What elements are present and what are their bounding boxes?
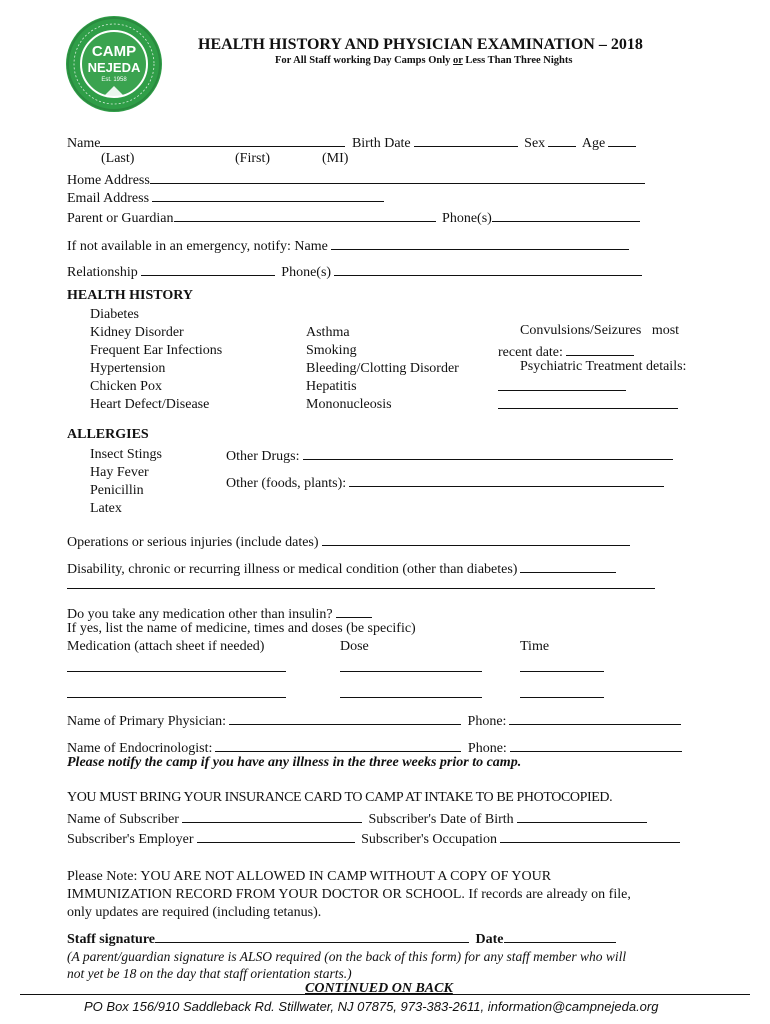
- emergency-field[interactable]: [331, 236, 629, 250]
- page-title: HEALTH HISTORY AND PHYSICIAN EXAMINATION – 2018: [198, 36, 643, 53]
- note-line-2: IMMUNIZATION RECORD FROM YOUR DOCTOR OR SCHOOL. If records are already on file,: [67, 887, 631, 902]
- signature-row: [67, 929, 619, 947]
- subscriber-employer-field[interactable]: [197, 829, 355, 843]
- dose-field-2[interactable]: [340, 684, 482, 702]
- medication-field-1[interactable]: [67, 658, 286, 676]
- psychiatric-checkbox[interactable]: Psychiatric Treatment details:: [520, 359, 687, 374]
- disability-label: Disability, chronic or recurring illness or medical condition (other than diabetes): [67, 562, 518, 577]
- logo-est: Est. 1958: [101, 77, 127, 83]
- other-drugs-field[interactable]: [303, 446, 673, 460]
- logo-name-camp: CAMP: [91, 43, 137, 60]
- condition-checkbox[interactable]: Hepatitis: [306, 379, 357, 394]
- condition-checkbox[interactable]: Hypertension: [90, 361, 166, 376]
- parent-note-line-1: (A parent/guardian signature is ALSO required (on the back of this form) for any staff member who will: [67, 949, 627, 964]
- primary-physician-row: [67, 711, 684, 729]
- allergy-checkbox[interactable]: Latex: [90, 501, 122, 516]
- name-first-caption: (First): [235, 151, 270, 166]
- condition-checkbox[interactable]: Diabetes: [90, 307, 139, 322]
- footer-divider: [20, 994, 750, 995]
- camp-nejeda-logo: [66, 16, 162, 112]
- subscriber-occupation-label: Subscriber's Occupation: [361, 832, 497, 847]
- primary-physician-label: Name of Primary Physician:: [67, 714, 227, 729]
- email-row: [67, 188, 387, 206]
- age-field[interactable]: [608, 133, 636, 147]
- name-field[interactable]: [100, 133, 345, 147]
- health-history-col1: [90, 306, 222, 414]
- guardian-label: Parent or Guardian: [67, 211, 174, 226]
- condition-checkbox[interactable]: Mononucleosis: [306, 397, 392, 412]
- relationship-phone-field[interactable]: [334, 262, 642, 276]
- health-history-col2: [306, 324, 459, 414]
- other-drugs-row: [226, 446, 676, 464]
- footer-address: PO Box 156/910 Saddleback Rd. Stillwater, NJ 07875, 973-383-2611, information@campnejeda.org: [84, 999, 659, 1014]
- primary-physician-phone-label: Phone:: [467, 714, 507, 729]
- subscriber-name-label: Name of Subscriber: [67, 812, 179, 827]
- most-label: most: [651, 323, 680, 338]
- allergy-checkbox[interactable]: Penicillin: [90, 483, 144, 498]
- condition-checkbox[interactable]: Frequent Ear Infections: [90, 343, 223, 358]
- home-address-row: [67, 170, 648, 188]
- psychiatric-details-field-2[interactable]: [498, 395, 678, 413]
- emergency-label: If not available in an emergency, notify: Name: [67, 239, 328, 254]
- health-history-heading: HEALTH HISTORY: [67, 288, 193, 303]
- name-label: Name: [67, 136, 101, 151]
- subscriber-name-field[interactable]: [182, 809, 362, 823]
- other-foods-field[interactable]: [349, 473, 664, 487]
- guardian-field[interactable]: [174, 208, 436, 222]
- disability-field[interactable]: [520, 559, 616, 573]
- other-drugs-label: Other Drugs:: [226, 449, 300, 464]
- medication-field-2[interactable]: [67, 684, 286, 702]
- endocrinologist-label: Name of Endocrinologist:: [67, 741, 213, 756]
- medication-instructions: If yes, list the name of medicine, times and doses (be specific): [67, 621, 416, 636]
- other-foods-label: Other (foods, plants):: [226, 476, 347, 491]
- allergies-list: [90, 446, 162, 518]
- email-label: Email Address: [67, 191, 150, 206]
- home-address-label: Home Address: [67, 173, 150, 188]
- illness-notice: Please notify the camp if you have any illness in the three weeks prior to camp.: [67, 755, 522, 770]
- recent-date-label: recent date:: [498, 345, 563, 360]
- guardian-phone-label: Phone(s): [442, 211, 492, 226]
- condition-checkbox[interactable]: Chicken Pox: [90, 379, 162, 394]
- medication-question-row: [67, 604, 375, 622]
- operations-field[interactable]: [322, 532, 630, 546]
- recent-date-field[interactable]: [566, 342, 634, 356]
- primary-physician-field[interactable]: [229, 711, 461, 725]
- allergies-heading: ALLERGIES: [67, 427, 149, 442]
- guardian-row: [67, 208, 643, 226]
- condition-checkbox[interactable]: Bleeding/Clotting Disorder: [306, 361, 459, 376]
- condition-checkbox[interactable]: Smoking: [306, 343, 357, 358]
- guardian-phone-field[interactable]: [492, 208, 640, 222]
- recent-date-row: [498, 342, 637, 360]
- time-field-2[interactable]: [520, 684, 604, 702]
- page-subtitle: For All Staff working Day Camps Only or Less Than Three Nights: [275, 55, 573, 66]
- endocrinologist-field[interactable]: [215, 738, 461, 752]
- endocrinologist-phone-label: Phone:: [467, 741, 507, 756]
- birth-date-label: Birth Date: [351, 136, 411, 151]
- subscriber-dob-field[interactable]: [517, 809, 647, 823]
- name-row: [67, 133, 639, 151]
- name-mi-caption: (MI): [322, 151, 349, 166]
- note-line-3: only updates are required (including tetanus).: [67, 905, 322, 920]
- time-field-1[interactable]: [520, 658, 604, 676]
- medication-answer-field[interactable]: [336, 604, 372, 618]
- relationship-label: Relationship: [67, 265, 138, 280]
- birth-date-field[interactable]: [414, 133, 518, 147]
- home-address-field[interactable]: [150, 170, 645, 184]
- insurance-notice: YOU MUST BRING YOUR INSURANCE CARD TO CAMP AT INTAKE TO BE PHOTOCOPIED.: [67, 790, 613, 805]
- primary-physician-phone-field[interactable]: [509, 711, 681, 725]
- signature-date-field[interactable]: [504, 929, 616, 943]
- condition-checkbox[interactable]: Asthma: [306, 325, 350, 340]
- continued-on-back: CONTINUED ON BACK: [305, 981, 453, 996]
- sex-field[interactable]: [548, 133, 576, 147]
- psychiatric-details-field-1[interactable]: [498, 377, 626, 395]
- signature-date-label: Date: [475, 932, 504, 947]
- emergency-row: [67, 236, 632, 254]
- email-field[interactable]: [152, 188, 384, 202]
- subscriber-dob-label: Subscriber's Date of Birth: [368, 812, 514, 827]
- age-label: Age: [581, 136, 606, 151]
- allergy-checkbox[interactable]: Hay Fever: [90, 465, 149, 480]
- medication-column-label: Medication (attach sheet if needed): [67, 639, 265, 654]
- parent-note-line-2: not yet be 18 on the day that staff orientation starts.): [67, 966, 352, 981]
- convulsions-checkbox[interactable]: [520, 324, 679, 338]
- staff-signature-field[interactable]: [155, 929, 469, 943]
- parent-signature-note: [67, 948, 626, 982]
- medication-question-label: Do you take any medication other than insulin?: [67, 607, 333, 622]
- employer-row: [67, 829, 683, 847]
- endocrinologist-row: [67, 738, 685, 756]
- other-foods-row: [226, 473, 667, 491]
- staff-signature-label: Staff signature: [67, 932, 156, 947]
- dose-column-label: Dose: [340, 639, 369, 654]
- note-line-1: Please Note: YOU ARE NOT ALLOWED IN CAMP WITHOUT A COPY OF YOUR: [67, 869, 552, 884]
- disability-field-2[interactable]: [67, 575, 655, 593]
- relationship-field[interactable]: [141, 262, 275, 276]
- condition-checkbox[interactable]: Kidney Disorder: [90, 325, 184, 340]
- relationship-phone-label: Phone(s): [281, 265, 332, 280]
- logo-name-nejeda: NEJEDA: [87, 60, 141, 75]
- time-column-label: Time: [520, 639, 550, 654]
- endocrinologist-phone-field[interactable]: [510, 738, 682, 752]
- subscriber-row: [67, 809, 650, 827]
- convulsions-label: Convulsions/Seizures: [520, 323, 642, 338]
- immunization-note: [67, 868, 631, 922]
- dose-field-1[interactable]: [340, 658, 482, 676]
- relationship-row: [67, 262, 645, 280]
- condition-checkbox[interactable]: Heart Defect/Disease: [90, 397, 210, 412]
- subscriber-occupation-field[interactable]: [500, 829, 680, 843]
- operations-label: Operations or serious injuries (include dates): [67, 535, 319, 550]
- name-last-caption: (Last): [101, 151, 135, 166]
- operations-row: [67, 532, 633, 550]
- subscriber-employer-label: Subscriber's Employer: [67, 832, 194, 847]
- sex-label: Sex: [524, 136, 546, 151]
- allergy-checkbox[interactable]: Insect Stings: [90, 447, 162, 462]
